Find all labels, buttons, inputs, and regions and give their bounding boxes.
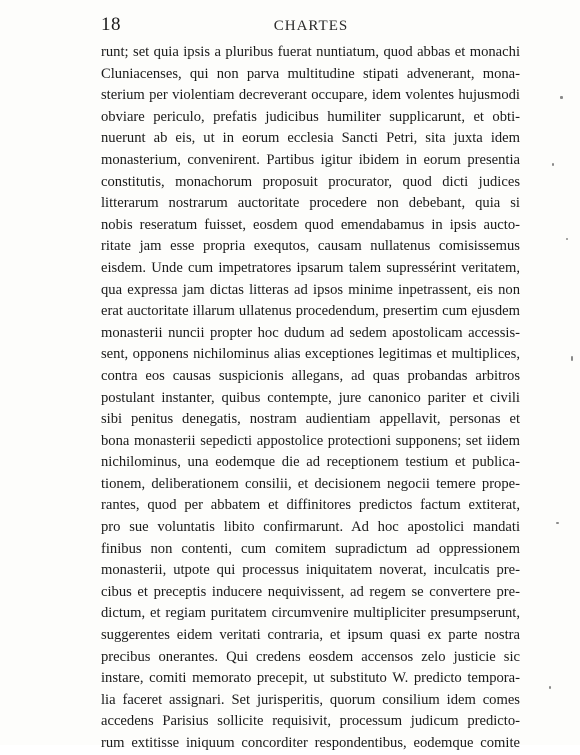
scan-speck: [549, 686, 551, 689]
text-line: pro sue voluntatis libito confirmarunt. Ad hoc apostolici mandati: [101, 519, 520, 536]
text-line: monasterii, utpote qui processus iniquitatem noverat, inculcatis pre-: [101, 562, 520, 579]
text-line: contra eos causas suspicionis allegans, ad quas probandas arbitros: [101, 367, 520, 384]
scan-speck: [552, 163, 554, 166]
text-line: sibi penitus denegatis, nostram audientiam appellavit, personas et: [101, 411, 520, 428]
text-line: constitutis, monachorum proposuit procurator, quod dicti judices: [101, 173, 520, 190]
text-line: nobis reseratum fuisset, eosdem quod emendabamus in ipsis aucto-: [101, 216, 520, 233]
text-line: rum extitisse iniquum concorditer respondentibus, eodemque comite: [101, 735, 520, 751]
scan-speck: [560, 96, 563, 99]
text-line: obviare periculo, prefatis judicibus humiliter supplicarunt, et obti-: [101, 108, 520, 125]
running-head: CHARTES: [273, 18, 349, 34]
text-line: lia faceret assignari. Set jurisperitis, quorum consilium idem comes: [101, 691, 520, 708]
text-line: instare, comiti memorato precepit, ut substituto W. predicto tempora-: [101, 670, 520, 687]
text-line: finibus non contenti, cum comitem supradictum ad oppressionem: [101, 540, 520, 557]
text-line: ritate jam esse propria exequtos, causam nullatenus comisissemus: [101, 238, 520, 255]
text-line: precibus onerantes. Qui credens eosdem accensos zelo justicie sic: [101, 648, 520, 665]
page-number: 18: [101, 14, 121, 35]
text-line: sent, opponens nichilominus alias exceptiones legitimas et multiplices,: [101, 346, 520, 363]
text-line: dictum, et regiam puritatem circumvenire multipliciter presumpserunt,: [101, 605, 520, 622]
text-line: postulant instanter, quibus contempte, jure canonico pariter et civili: [101, 389, 520, 406]
text-line: suggerentes eidem veritati contraria, et ipsum quasi ex parte nostra: [101, 627, 520, 644]
page-header: [101, 14, 521, 36]
text-line: eisdem. Unde cum impetratores ipsarum talem supressérint veritatem,: [101, 259, 520, 276]
text-line: tionem, deliberationem consilii, et decisionem negocii temere prope-: [101, 475, 520, 492]
text-line: rantes, quod per abbatem et diffinitores predictos factum extiterat,: [101, 497, 520, 514]
text-line: monasterii nuncii propter hoc dudum ad sedem apostolicam accessis-: [101, 324, 520, 341]
text-line: bona monasterii sepedicti appostolice protectioni supponens; set iidem: [101, 432, 520, 449]
scan-speck: [566, 238, 568, 240]
text-line: litterarum nostrarum auctoritate procedere non debebant, quia si: [101, 195, 520, 212]
text-line: monasterium, convenirent. Partibus igitur ibidem in eorum presentia: [101, 151, 520, 168]
text-line: cibus et preceptis inducere nequivissent, ad regem se convertere pre-: [101, 583, 520, 600]
text-line: Cluniacenses, qui non parva multitudine stipati advenerant, mona-: [101, 65, 520, 82]
text-line: nuerunt ab eis, ut in eorum ecclesia Sancti Petri, sita juxta idem: [101, 130, 520, 147]
scan-speck: [571, 356, 573, 361]
text-line: qua expressa jam dictas litteras ad ipsos minime inpetrassent, eis non: [101, 281, 520, 298]
scan-speck: [556, 522, 559, 524]
body-text: [101, 42, 520, 755]
text-line: nichilominus, una eodemque die ad receptionem testium et publica-: [101, 454, 520, 471]
text-line: accedens Parisius sollicite requisivit, processum judicum predicto-: [101, 713, 520, 730]
text-line: sterium per violentiam decreverant occupare, idem volentes hujusmodi: [101, 87, 520, 104]
text-line: runt; set quia ipsis a pluribus fuerat nuntiatum, quod abbas et monachi: [101, 44, 520, 60]
text-line: erat auctoritate illarum ullatenus procedendum, presertim cum ejusdem: [101, 303, 520, 320]
